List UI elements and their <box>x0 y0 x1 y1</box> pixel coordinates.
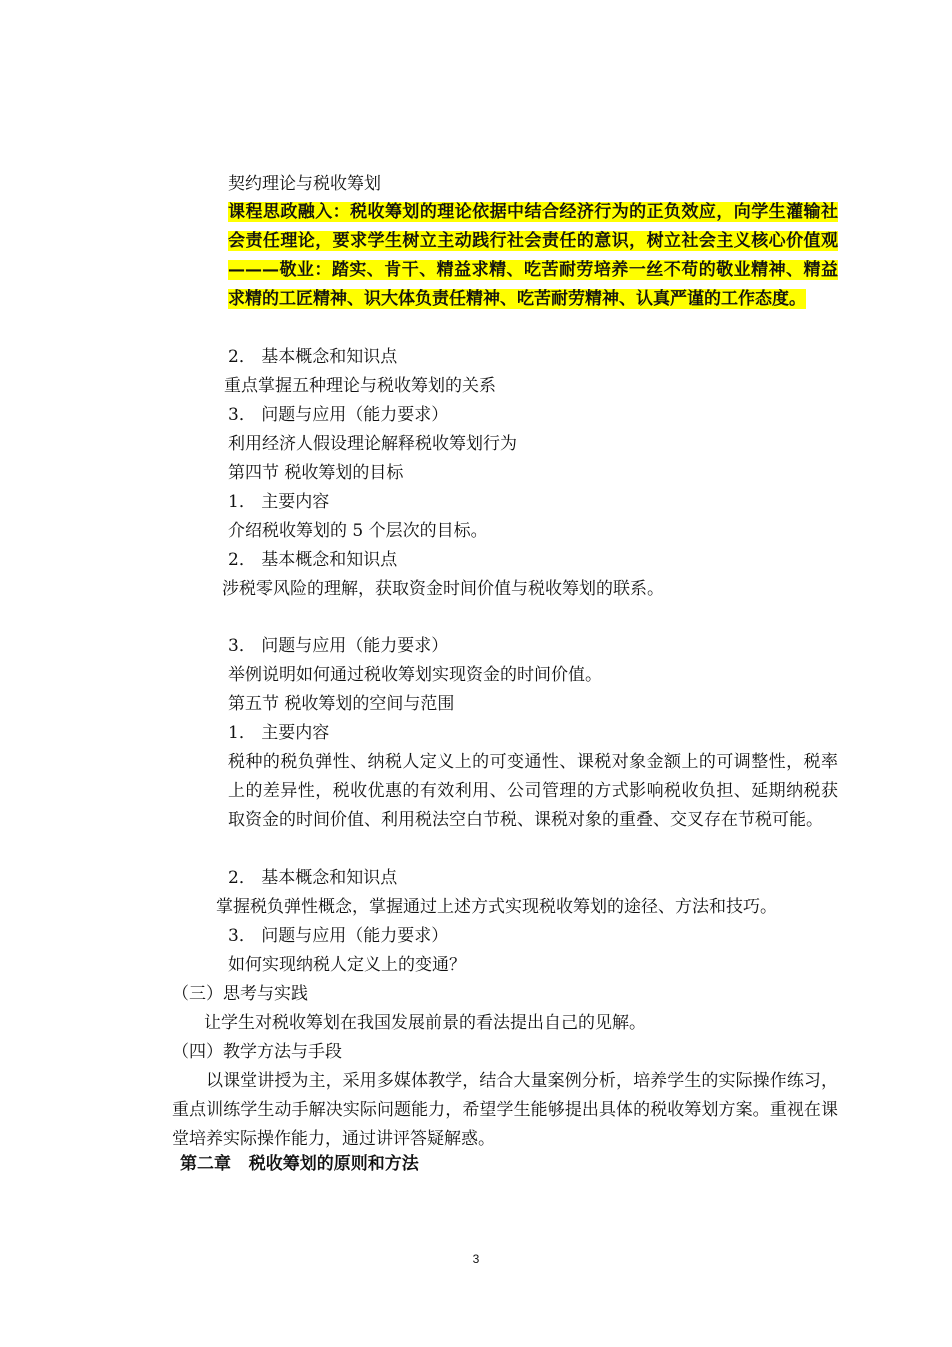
text-line-five-theories: 重点掌握五种理论与税收筹划的关系 <box>224 376 496 396</box>
subsection-heading-thinking-practice: （三）思考与实践 <box>172 984 308 1004</box>
teaching-method-paragraph: 以课堂讲授为主，采用多媒体教学，结合大量案例分析，培养学生的实际操作练习，重点训练学生动手解决实际问题能力，希望学生能够提出具体的税收筹划方案。重视在课堂培养实际操作能力，通过讲评答疑解惑。 <box>172 1071 838 1149</box>
text-line-main-content-2: 1． 主要内容 <box>228 723 330 743</box>
text-line-problems-application-2: 3． 问题与应用（能力要求） <box>228 636 449 656</box>
text-line-contract-theory: 契约理论与税收筹划 <box>228 174 381 194</box>
text-line-basic-concepts-3: 2． 基本概念和知识点 <box>228 868 398 888</box>
text-line-basic-concepts-2: 2． 基本概念和知识点 <box>228 550 398 570</box>
text-line-time-value: 举例说明如何通过税收筹划实现资金的时间价值。 <box>228 665 602 685</box>
page-number: 3 <box>472 1252 480 1266</box>
text-line-problems-application: 3． 问题与应用（能力要求） <box>228 405 449 425</box>
text-line-basic-concepts: 2． 基本概念和知识点 <box>228 347 398 367</box>
subsection-heading-teaching-methods: （四）教学方法与手段 <box>172 1042 342 1062</box>
text-line-main-content: 1． 主要内容 <box>228 492 330 512</box>
section-heading-5: 第五节 税收筹划的空间与范围 <box>228 694 455 714</box>
text-line-problems-application-3: 3． 问题与应用（能力要求） <box>228 926 449 946</box>
text-line-five-levels: 介绍税收筹划的 5 个层次的目标。 <box>228 521 488 541</box>
text-line-tax-elasticity: 掌握税负弹性概念，掌握通过上述方式实现税收筹划的途径、方法和技巧。 <box>216 897 777 917</box>
scope-paragraph: 税种的税负弹性、纳税人定义上的可变通性、课税对象金额上的可调整性，税率上的差异性，税收优惠的有效利用、公司管理的方式影响税收负担、延期纳税获取资金的时间价值、利用税法空白节税、课税对象的重叠、交叉存在节税可能。 <box>228 752 838 830</box>
ideological-integration-paragraph <box>228 198 838 314</box>
highlighted-text: 课程思政融入：税收筹划的理论依据中结合经济行为的正负效应，向学生灌输社会责任理论，要求学生树立主动践行社会责任的意识，树立社会主义核心价值观———敬业：踏实、肯干、精益求精、吃苦耐劳培养一丝不苟的敬业精神、精益求精的工匠精神、识大体负责任精神、吃苦耐劳精神、认真严谨的工作态度。 <box>228 202 838 309</box>
section-heading-4: 第四节 税收筹划的目标 <box>228 463 404 483</box>
text-line-economic-man: 利用经济人假设理论解释税收筹划行为 <box>228 434 517 454</box>
text-line-zero-risk: 涉税零风险的理解，获取资金时间价值与税收筹划的联系。 <box>222 579 664 599</box>
chapter-heading: 第二章 税收筹划的原则和方法 <box>180 1154 419 1174</box>
text-line-taxpayer-definition: 如何实现纳税人定义上的变通？ <box>228 955 466 975</box>
text-line-student-views: 让学生对税收筹划在我国发展前景的看法提出自己的见解。 <box>204 1013 646 1033</box>
